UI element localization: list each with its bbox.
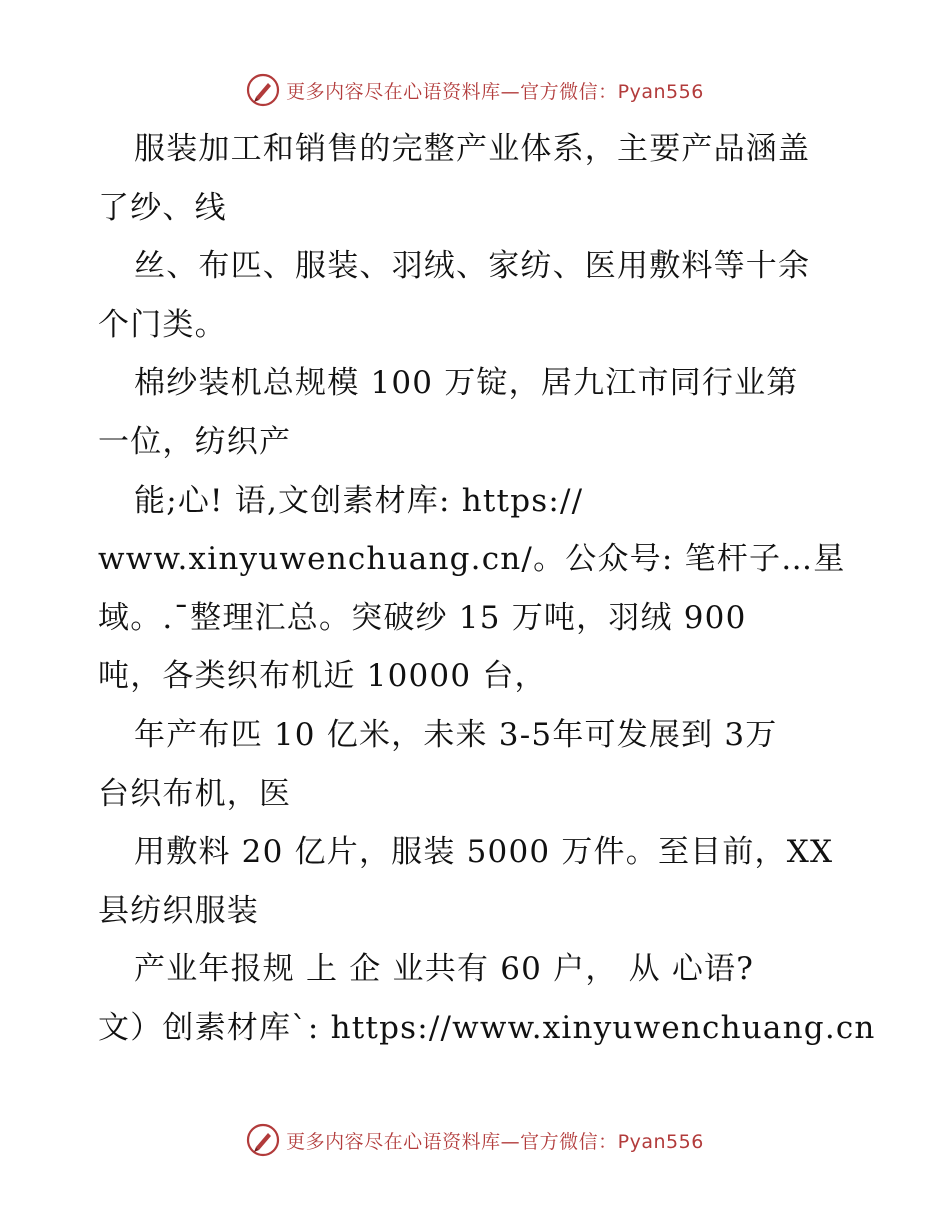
text-line: 个门类。	[98, 306, 227, 343]
footer-banner	[0, 1120, 950, 1160]
text-line: 文）创素材库`: https://www.xinyuwenchuang.cn	[98, 1009, 876, 1046]
document-body	[98, 120, 876, 1058]
header-banner-text: 更多内容尽在心语资料库—官方微信：Pyan556	[286, 80, 704, 103]
text-line: 一位，纺织产	[98, 423, 292, 460]
text-line: 县纺织服装	[98, 892, 259, 929]
pen-circle-logo-icon	[246, 1123, 280, 1157]
text-line: 用敷料 20 亿片，服装 5000 万件。至目前，XX	[134, 834, 834, 871]
text-line: www.xinyuwenchuang.cn/。公众号: 笔杆子…星	[98, 541, 846, 578]
text-line: 能;心! 语,文创素材库: https://	[134, 482, 584, 519]
text-line: 域。.¯整理汇总。突破纱 15 万吨，羽绒 900	[98, 599, 747, 636]
text-line: 吨，各类织布机近 10000 台，	[98, 658, 547, 695]
text-line: 台织布机，医	[98, 775, 292, 812]
text-line: 产业年报规 上 企 业共有 60 户， 从 心语?	[134, 951, 755, 988]
text-line: 服装加工和销售的完整产业体系，主要产品涵盖	[134, 131, 811, 167]
text-line: 年产布匹 10 亿米，未来 3-5年可发展到 3万	[134, 716, 778, 753]
pen-circle-logo-icon	[246, 73, 280, 107]
text-line: 丝、布匹、服装、羽绒、家纺、医用敷料等十余	[134, 248, 811, 285]
text-line: 棉纱装机总规模 100 万锭，居九江市同行业第	[134, 365, 799, 402]
text-line: 了纱、线	[98, 189, 227, 226]
header-banner	[0, 70, 950, 110]
footer-banner-text: 更多内容尽在心语资料库—官方微信：Pyan556	[286, 1130, 704, 1153]
